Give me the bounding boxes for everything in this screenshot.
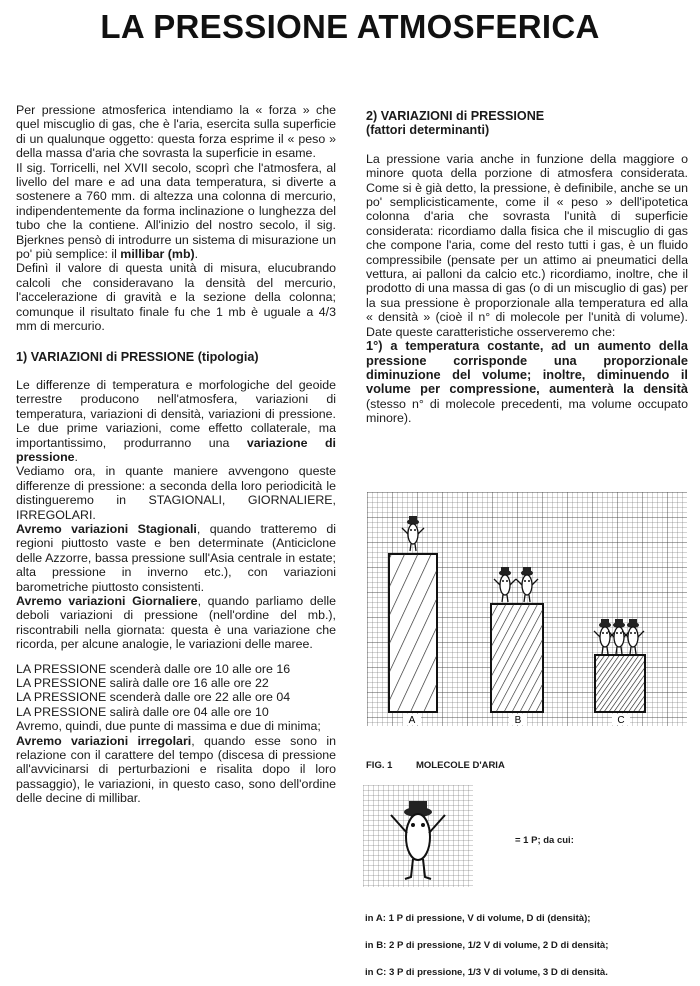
- definition-paragraph: Definì il valore di questa unità di misura, elucubrando calcoli che consideravano la densità del mercurio, l'accelerazione di gravità e la sezione della colonna; comunque il risultato finale fu che 1 mb è uguale a 4/3 mm di mercurio.: [16, 261, 336, 334]
- figure-molecules-grid: [367, 492, 687, 726]
- label-b: B: [514, 715, 522, 726]
- seasonal-paragraph: Avremo variazioni Stagionali, quando tratteremo di regioni piuttosto vaste e ben determinate (Anticiclone delle Azzorre, bassa pressione sull'Asia centrale in estate; alta pressione in inverno etc.), con variazioni barometriche piuttosto consistenti.: [16, 521, 336, 594]
- result-line-a: in A: 1 P di pressione, V di volume, D di (densità);: [365, 913, 591, 924]
- temp-paragraph: Le differenze di temperatura e morfologiche del geoide terrestre producono nell'atmosfera, variazioni di temperatura, variazioni di densità, variazioni di pressione. Le due prime variazioni, come effetto collaterale, ma importantissimo, produrranno una variazione di pressione.: [16, 377, 336, 464]
- rule-paragraph: 1°) a temperatura costante, ad un aumento della pressione corrisponde una proporzionale diminuzione del volume; inoltre, diminuendo il volume per compressione, aumenterà la densità (stesso n° di molecole precedenti, ma volume occupato minore).: [366, 338, 688, 426]
- left-column: [16, 103, 336, 806]
- schedule-line: LA PRESSIONE scenderà dalle ore 10 alle ore 16: [16, 661, 291, 676]
- daily-paragraph: Avremo variazioni Giornaliere, quando parliamo delle deboli variazioni di pressione (nell'ordine del mb.), riscontrabili nella giornata: questa è una variazione che ricorda, per alcune analogie, le variazioni delle maree.: [16, 594, 336, 652]
- irregular-paragraph: Avremo variazioni irregolari, quando esse sono in relazione con il carattere del tempo (discesa di pressione all'avvicinarsi di perturbazioni e risalita dopo il loro passaggio), le variazioni, in questo caso, sono dell'ordine delle decine di millibar.: [16, 733, 336, 806]
- section-heading-2: 2) VARIAZIONI di PRESSIONE: [366, 109, 545, 123]
- label-c: C: [617, 715, 625, 726]
- label-a: A: [408, 715, 416, 726]
- torricelli-paragraph: Il sig. Torricelli, nel XVII secolo, scoprì che l'atmosfera, al livello del mare e ad una data temperatura, si diverte a sostenere a 760 mm. di altezza una colonna di mercurio, indipendentemente da forma inclinazione o lunghezza del tubo che la contiene. All'inizio del nostro secolo, il sig. Bjerknes pensò di introdurre un sistema di misurazione un po' più semplice: il millibar (mb).: [16, 160, 336, 262]
- factors-paragraph: La pressione varia anche in funzione della maggiore o minore quota della porzione di atmosfera considerata. Come si è già detto, la pressione, è definibile, anche se un po' semplicisticamente, come il « peso » dell'ipotetica colonna d'aria che sovrasta l'unità di superficie considerata: ricordiamo dalla fisica che il miscuglio di gas che compone l'aria, come del resto tutti i gas, è un fluido compressibile (pensate per un attimo ai pneumatici della vettura, ai palloni da calcio etc.) ricordiamo, inoltre, che il prodotto di una massa di gas (o di un miscuglio di gas) per la sua pressione è proporzionale alla temperatura ed alla « densità » (cioè il n° di molecole per l'unità di volume). Date queste caratteristiche osserveremo che:: [366, 151, 688, 339]
- figure-number: FIG. 1: [366, 760, 393, 771]
- page-title: LA PRESSIONE ATMOSFERICA: [100, 8, 600, 45]
- section-subheading-2: (fattori determinanti): [366, 123, 490, 138]
- figure-caption: MOLECOLE D'ARIA: [416, 760, 505, 771]
- right-column: [366, 109, 688, 426]
- summary-line: Avremo, quindi, due punte di massima e due di minima;: [16, 719, 321, 734]
- legend-equation: = 1 P; da cui:: [515, 835, 574, 846]
- millibar-term: millibar (mb): [120, 247, 195, 262]
- result-line-b: in B: 2 P di pressione, 1/2 V di volume, 2 D di densità;: [365, 940, 609, 951]
- intro-paragraph: Per pressione atmosferica intendiamo la « forza » che quel miscuglio di gas, che è l'aria, esercita sulla superficie di un qualunque oggetto: questa forza esprime il « peso » della massa d'aria che sovrasta la superficie in esame.: [16, 103, 336, 161]
- schedule-line: LA PRESSIONE salirà dalle ore 04 alle ore 10: [16, 704, 269, 719]
- types-paragraph: Vediamo ora, in quante maniere avvengono queste differenze di pressione: a seconda della loro periodicità le distingueremo in STAGIONALI, GIORNALIERE, IRREGOLARI.: [16, 464, 336, 522]
- result-line-c: in C: 3 P di pressione, 1/3 V di volume, 3 D di densità.: [365, 967, 608, 978]
- molecule-legend: [363, 785, 473, 887]
- section-heading-1: 1) VARIAZIONI di PRESSIONE (tipologia): [16, 349, 259, 364]
- schedule-line: LA PRESSIONE scenderà dalle ore 22 alle ore 04: [16, 690, 291, 705]
- schedule-line: LA PRESSIONE salirà dalle ore 16 alle ore 22: [16, 676, 269, 691]
